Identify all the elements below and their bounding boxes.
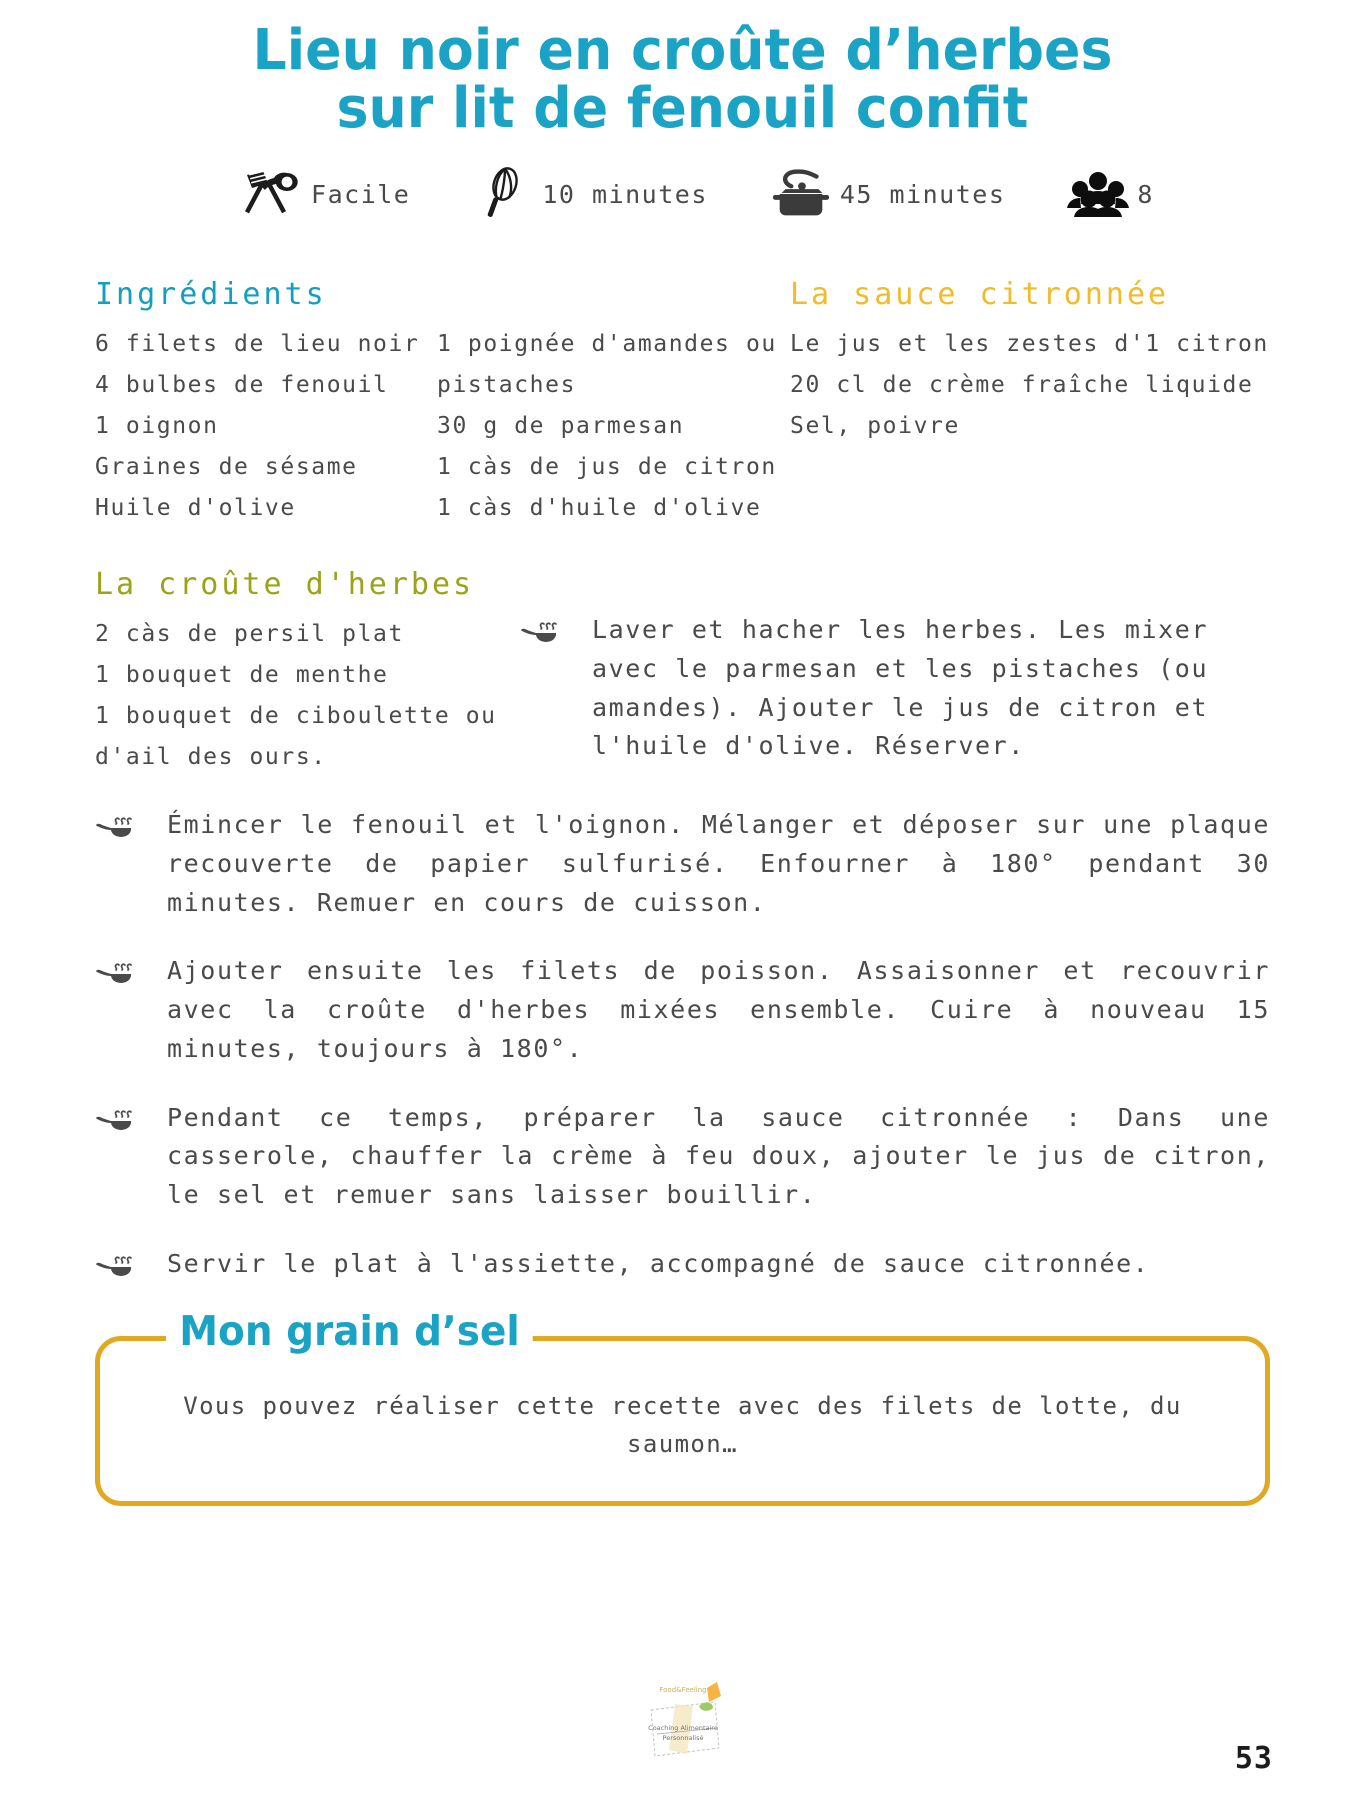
crust-item: 1 bouquet de menthe (95, 662, 389, 689)
svg-text:Food&Feeling: Food&Feeling (658, 1686, 707, 1694)
meta-item-difficulty (241, 166, 410, 222)
page-title (27, 18, 1337, 142)
page-number: 53 (1234, 1741, 1273, 1776)
ingredient-item: Huile d'olive (95, 495, 296, 522)
step-item (95, 1245, 1270, 1284)
sauce-item: Sel, poivre (790, 413, 960, 440)
cooking-pot-icon (770, 166, 832, 222)
meta-item-prep-time (472, 166, 708, 222)
step-text: Émincer le fenouil et l'oignon. Mélanger et déposer sur une plaque recouverte de papier sulfurisé. Enfourner à 180° pendant 30 minutes. Remuer en cours de cuisson. (167, 810, 1270, 917)
frying-pan-icon (95, 952, 149, 988)
step-text: Ajouter ensuite les filets de poisson. Assaisonner et recouvrir avec la croûte d'herbes mixées ensemble. Cuire à nouveau 15 minutes, toujours à 180°. (167, 956, 1270, 1063)
meta-item-cook-time (770, 166, 1006, 222)
ingredients-column-left (95, 277, 435, 529)
ingredient-item: 1 càs de jus de citron (437, 454, 777, 481)
frying-pan-icon (95, 806, 149, 842)
recipe-content (0, 277, 1365, 1283)
tip-title: Mon grain d’sel (166, 1311, 533, 1352)
meta-item-servings (1067, 166, 1154, 222)
sauce-column (780, 277, 1270, 529)
frying-pan-icon (95, 1099, 149, 1135)
ingredient-item: 1 càs d'huile d'olive (437, 495, 762, 522)
step-text: Pendant ce temps, préparer la sauce citronnée : Dans une casserole, chauffer la crème à feu doux, ajouter le jus de citron, le sel et remuer sans laisser bouillir. (167, 1102, 1270, 1210)
sauce-heading: La sauce citronnée (790, 277, 1170, 313)
step-text: Servir le plat à l'assiette, accompagné de sauce citronnée. (167, 1248, 1150, 1278)
step-text: Laver et hacher les herbes. Les mixer avec le parmesan et les pistaches (ou amandes). Ajouter le jus de citron et l'huile d'olive. Réserver. (592, 615, 1209, 761)
frying-pan-icon (95, 1245, 149, 1281)
step-item (95, 806, 1270, 922)
ingredient-item: Graines de sésame (95, 454, 358, 481)
svg-text:Personnalisé: Personnalisé (662, 1734, 703, 1742)
crust-column (95, 567, 520, 796)
crust-heading: La croûte d'herbes (95, 567, 475, 603)
ingredients-heading: Ingrédients (95, 277, 327, 313)
sauce-item: 20 cl de crème fraîche liquide (790, 372, 1254, 399)
ingredients-column-middle (435, 277, 780, 529)
steps-list (95, 806, 1270, 1284)
crust-item: 1 bouquet de ciboulette ou d'ail des ours. (95, 703, 497, 770)
svg-text:Coaching Alimentaire: Coaching Alimentaire (647, 1724, 718, 1732)
ingredient-item: 1 oignon (95, 413, 219, 440)
recipe-meta-row (0, 166, 1365, 222)
ingredient-item: 4 bulbes de fenouil (95, 372, 389, 399)
people-group-icon (1067, 166, 1129, 222)
ingredient-item: 1 poignée d'amandes ou pistaches (437, 331, 777, 399)
whisk-icon (472, 166, 534, 222)
title-block (0, 0, 1365, 142)
step-item (520, 611, 1270, 766)
meta-label-prep-time: 10 minutes (542, 179, 708, 209)
frying-pan-icon (520, 611, 574, 647)
step-item (95, 1099, 1270, 1215)
sauce-item: Le jus et les zestes d'1 citron (790, 331, 1269, 358)
page-footer (0, 1680, 1365, 1790)
page-title-line-2: sur lit de fenouil confit (336, 76, 1029, 142)
ingredient-item: 6 filets de lieu noir (95, 331, 420, 358)
ingredient-item: 30 g de parmesan (437, 413, 685, 440)
ingredients-grid (95, 277, 1270, 529)
meta-label-difficulty: Facile (311, 179, 411, 209)
meta-label-cook-time: 45 minutes (839, 179, 1006, 209)
tip-callout (95, 1306, 1270, 1507)
coaching-logo (623, 1680, 743, 1772)
crust-and-first-step (95, 567, 1270, 796)
page-title-line-1: Lieu noir en croûte d’herbes (252, 18, 1113, 83)
utensils-icon (241, 166, 303, 222)
tip-text: Vous pouvez réaliser cette recette avec des filets de lotte, du saumon… (183, 1391, 1182, 1459)
crust-item: 2 càs de persil plat (95, 621, 404, 648)
tip-box (95, 1306, 1270, 1507)
meta-label-servings: 8 (1137, 179, 1154, 209)
step-item (95, 952, 1270, 1068)
